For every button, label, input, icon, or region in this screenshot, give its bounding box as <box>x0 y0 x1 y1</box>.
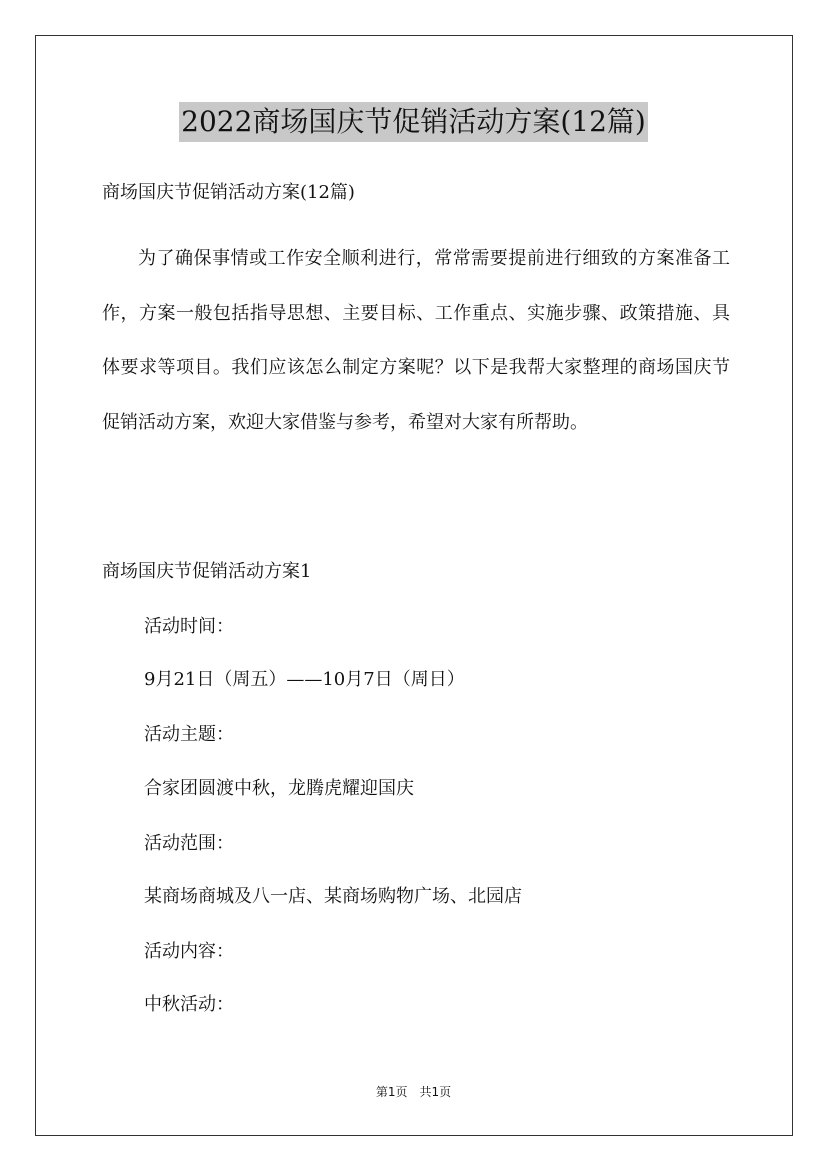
title-container <box>0 102 827 142</box>
document-subtitle: 商场国庆节促销活动方案(12篇) <box>102 182 355 203</box>
activity-time-label: 活动时间： <box>144 616 234 637</box>
mid-autumn-activity-label: 中秋活动： <box>144 994 234 1015</box>
section-title: 商场国庆节促销活动方案1 <box>102 561 312 582</box>
page-footer: 第1页 共1页 <box>375 1085 452 1099</box>
activity-content-label: 活动内容： <box>144 941 234 962</box>
activity-theme-value: 合家团圆渡中秋，龙腾虎耀迎国庆 <box>144 778 414 799</box>
activity-time-value: 9月21日（周五）——10月7日（周日） <box>144 669 465 690</box>
activity-scope-label: 活动范围： <box>144 833 234 854</box>
activity-scope-value: 某商场商城及八一店、某商场购物广场、北园店 <box>144 886 522 907</box>
intro-paragraph: 为了确保事情或工作安全顺利进行，常常需要提前进行细致的方案准备工作，方案一般包括指导思想、主要目标、工作重点、实施步骤、政策措施、具体要求等项目。我们应该怎么制定方案呢？以下是我帮大家整理的商场国庆节促销活动方案，欢迎大家借鉴与参考，希望对大家有所帮助。 <box>102 248 730 433</box>
document-title: 2022商场国庆节促销活动方案(12篇) <box>179 102 648 142</box>
activity-theme-label: 活动主题： <box>144 724 234 745</box>
